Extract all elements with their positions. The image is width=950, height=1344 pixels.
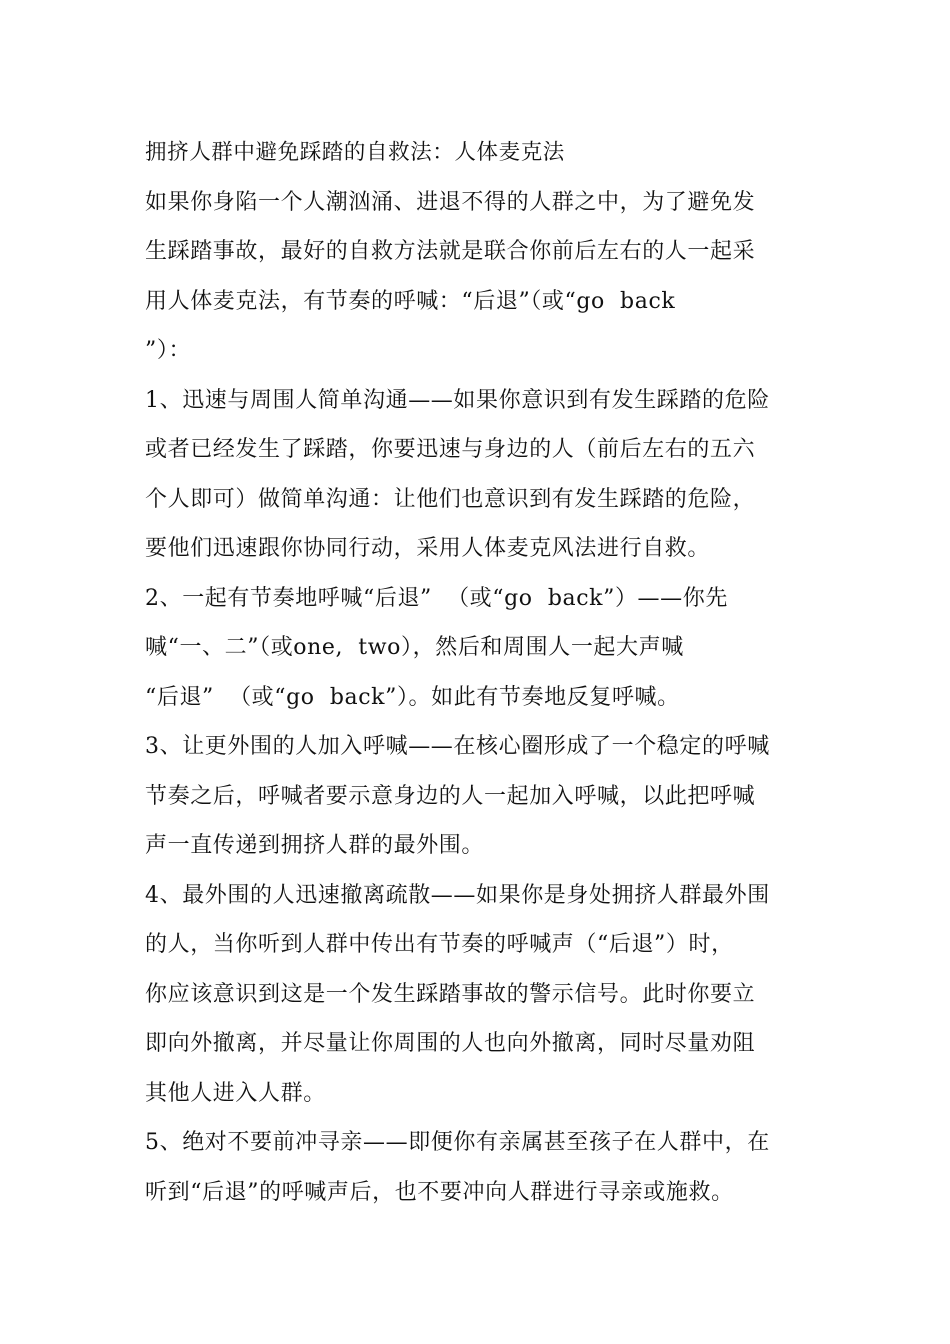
text-line-4: ”）： — [145, 338, 192, 363]
text-line-21: 听到“后退”的呼喊声后，也不要冲向人群进行寻亲或施救。 — [145, 1179, 734, 1205]
document-page — [145, 128, 810, 1217]
text-line-3: 用人体麦克法，有节奏的呼喊：“后退”（或“go back — [145, 288, 676, 314]
text-line-7: 个人即可）做简单沟通：让他们也意识到有发生踩踏的危险， — [145, 486, 756, 512]
text-line-17: 你应该意识到这是一个发生踩踏事故的警示信号。此时你要立 — [145, 981, 756, 1007]
text-line-1: 如果你身陷一个人潮汹涌、进退不得的人群之中，为了避免发 — [145, 189, 756, 215]
text-line-9: 2、一起有节奏地呼喊“后退” （或“go back”）——你先 — [145, 585, 728, 611]
text-line-14: 声一直传递到拥挤人群的最外围。 — [145, 833, 485, 858]
text-line-11: “后退” （或“go back”）。如此有节奏地反复呼喊。 — [145, 684, 680, 710]
text-line-5: 1、迅速与周围人简单沟通——如果你意识到有发生踩踏的危险 — [145, 387, 770, 413]
text-line-6: 或者已经发生了踩踏，你要迅速与身边的人（前后左右的五六 — [145, 437, 756, 462]
text-line-20: 5、绝对不要前冲寻亲——即便你有亲属甚至孩子在人群中，在 — [145, 1130, 770, 1155]
text-line-10: 喊“一、二”（或one, two），然后和周围人一起大声喊 — [145, 635, 684, 660]
text-line-2: 生踩踏事故，最好的自救方法就是联合你前后左右的人一起采 — [145, 239, 756, 264]
document-title: 拥挤人群中避免踩踏的自救法：人体麦克法 — [145, 140, 565, 165]
text-line-13: 节奏之后，呼喊者要示意身边的人一起加入呼喊，以此把呼喊 — [145, 783, 756, 809]
text-line-16: 的人，当你听到人群中传出有节奏的呼喊声（“后退”）时， — [145, 932, 734, 957]
text-line-12: 3、让更外围的人加入呼喊——在核心圈形成了一个稳定的呼喊 — [145, 734, 770, 759]
text-line-19: 其他人进入人群。 — [145, 1080, 326, 1106]
text-line-8: 要他们迅速跟你协同行动，采用人体麦克风法进行自救。 — [145, 536, 711, 561]
text-line-15: 4、最外围的人迅速撤离疏散——如果你是身处拥挤人群最外围 — [145, 882, 770, 908]
text-line-18: 即向外撤离，并尽量让你周围的人也向外撤离，同时尽量劝阻 — [145, 1031, 756, 1056]
